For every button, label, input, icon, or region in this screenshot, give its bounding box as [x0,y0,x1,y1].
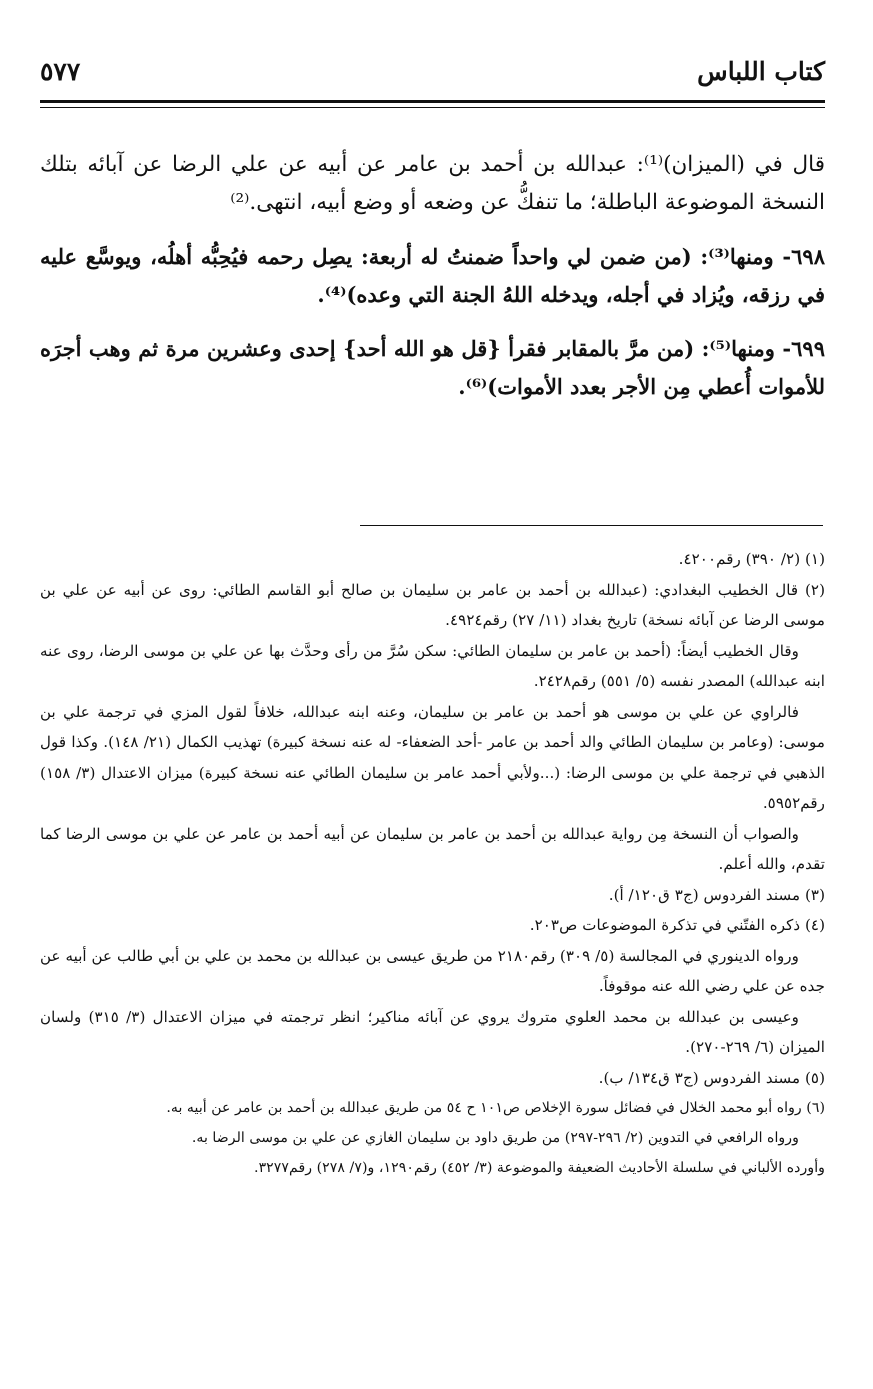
header-rule-thin [40,107,825,108]
footnote-6-cont-b: وأورده الألباني في سلسلة الأحاديث الضعيفة والموضوعة (٣/ ٤٥٢) رقم١٢٩٠، و(٧/ ٢٧٨) رقم٣٢٧٧. [254,1160,825,1176]
page-number: ٥٧٧ [40,57,81,86]
main-text [40,146,825,422]
header-rule [40,100,825,103]
paragraph-mizan: قال في (الميزان)⁽¹⁾: عبدالله بن أحمد بن عامر عن أبيه عن علي الرضا عن آبائه بتلك النسخة الموضوعة الباطلة؛ ما تنفكُّ عن وضعه أو وضع أبيه، انتهى.⁽²⁾ [40,152,825,215]
footnote-4: (٤) ذكره الفتّني في تذكرة الموضوعات ص٢٠٣. [529,916,825,934]
footnote-2-cont-c: والصواب أن النسخة مِن رواية عبدالله بن أحمد بن عامر بن سليمان عن أبيه أحمد بن عامر عن علي بن موسى الرضا كما تقدم، والله أعلم. [40,824,825,873]
hadith-698: ٦٩٨- ومنها⁽³⁾: (من ضمن لي واحداً ضمنتُ له أربعة: يصِل رحمه فيُحِبُّه أهلُه، ويوسَّع عليه في رزقه، ويُزاد في أجله، ويدخله اللهُ الجنة التي وعده)⁽⁴⁾. [40,244,825,307]
footnotes [40,544,825,1183]
footnote-2-cont-b: فالراوي عن علي بن موسى هو أحمد بن عامر بن سليمان، وعنه ابنه عبدالله، خلافاً لقول المزي في ترجمة علي بن موسى: (وعامر بن سليمان الطائي والد أحمد بن عامر -أحد الضعفاء- له عنه نسخة كبيرة) تهذيب الكمال (٢١/ ١٤٨). وكذا قول الذهبي في ترجمة علي بن موسى الرضا: (...ولأبي أحمد عامر بن سليمان الطائي عنه نسخة كبيرة) ميزان الاعتدال (٣/ ١٥٨) رقم٥٩٥٢. [40,702,826,812]
hadith-699: ٦٩٩- ومنها⁽⁵⁾: (من مرَّ بالمقابر فقرأ {قل هو الله أحد} إحدى وعشرين مرة ثم وهب أجرَه للأموات أُعطي مِن الأجر بعدد الأموات)⁽⁶⁾. [40,336,825,399]
footnote-1: (١) (٢/ ٣٩٠) رقم٤٢٠٠. [678,550,825,568]
chapter-title: كتاب اللباس [697,57,825,86]
footnote-4-cont-a: ورواه الدينوري في المجالسة (٥/ ٣٠٩) رقم٢١٨٠ من طريق عيسى بن عبدالله بن محمد بن علي بن أبي طالب عن أبيه عن جده عن علي رضي الله عنه موقوفاً. [40,946,825,995]
footnote-4-cont-b: وعيسى بن عبدالله بن محمد العلوي متروك يروي عن آبائه مناكير؛ انظر ترجمته في ميزان الاعتدال (٣/ ٣١٥) ولسان الميزان (٦/ ٢٦٩-٢٧٠). [40,1007,825,1056]
footnote-3: (٣) مسند الفردوس (ج٣ ق١٢٠/ أ). [608,885,825,904]
footnote-6: (٦) رواه أبو محمد الخلال في فضائل سورة الإخلاص ص١٠١ ح ٥٤ من طريق عبدالله بن أحمد بن عامر عن أبيه به. [166,1100,825,1116]
footnote-6-cont-a: ورواه الرافعي في التدوين (٢/ ٢٩٦-٢٩٧) من طريق داود بن سليمان الغازي عن علي بن موسى الرضا به. [191,1130,799,1146]
footnote-separator [360,525,823,526]
page-header [40,52,825,96]
footnote-5: (٥) مسند الفردوس (ج٣ ق١٣٤/ ب). [598,1068,825,1087]
footnote-2-cont-a: وقال الخطيب أيضاً: (أحمد بن عامر بن سليمان الطائي: سكن سُرَّ من رأى وحدَّث بها عن علي بن موسى الرضا، روى عنه ابنه عبدالله) المصدر نفسه (٥/ ٥٥١) رقم٢٤٢٨. [40,641,825,690]
footnote-2: (٢) قال الخطيب البغدادي: (عبدالله بن أحمد بن عامر بن سليمان بن صالح أبو القاسم الطائي: روى عن أبيه عن علي بن موسى الرضا عن آبائه نسخة) تاريخ بغداد (١١/ ٢٧) رقم٤٩٢٤. [40,580,825,629]
